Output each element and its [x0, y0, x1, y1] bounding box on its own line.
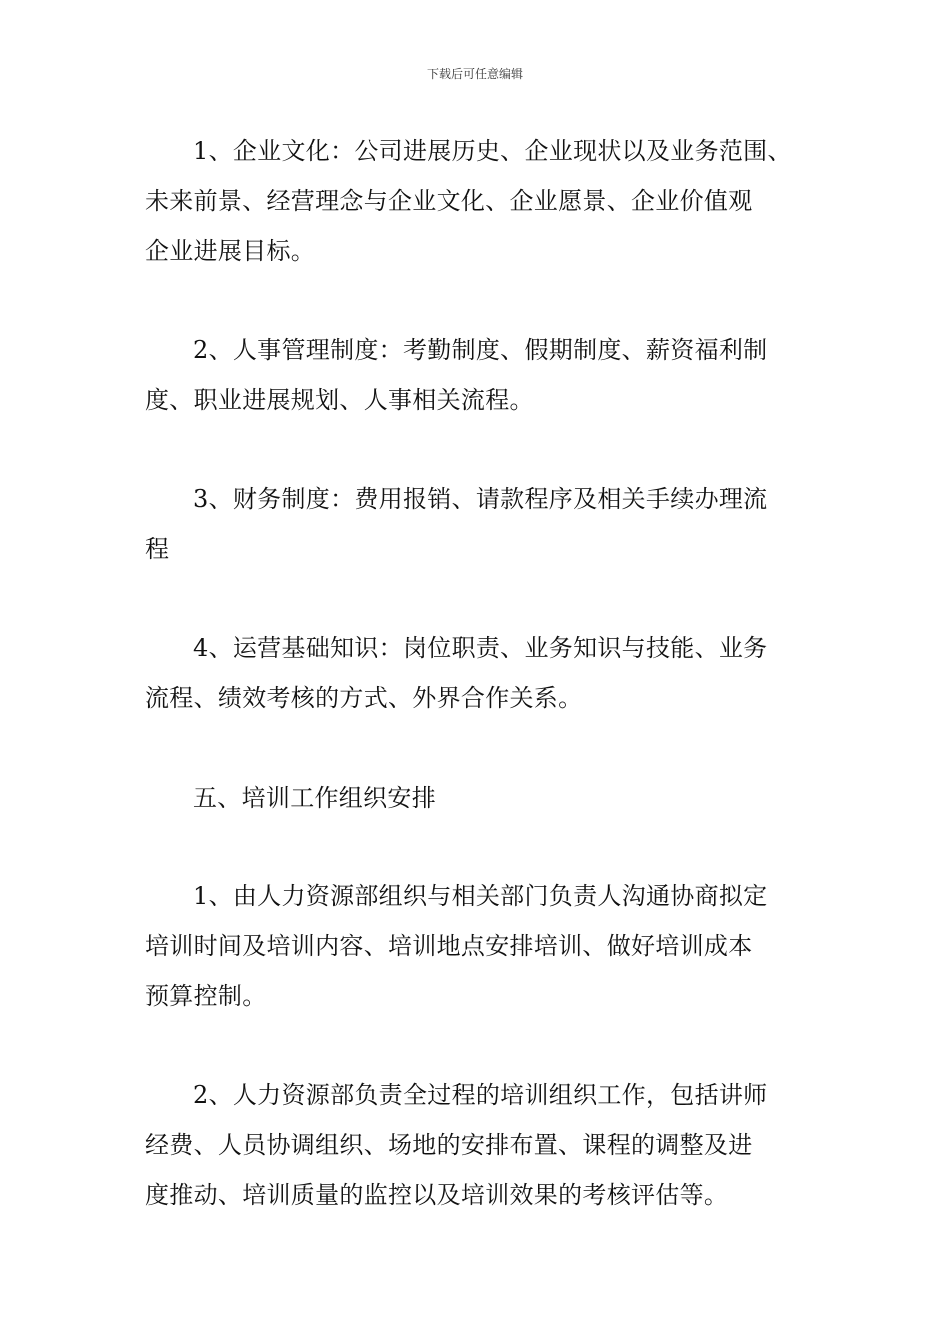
section-heading-text: 五、培训工作组织安排 [193, 784, 436, 812]
paragraph-hr-policy [145, 325, 807, 425]
paragraph-line: 企业进展目标。 [145, 237, 316, 265]
paragraph-line: 经费、人员协调组织、场地的安排布置、课程的调整及进 [145, 1131, 753, 1159]
paragraph-operations-basics [145, 623, 807, 723]
paragraph-line: 未来前景、经营理念与企业文化、企业愿景、企业价值观 [145, 187, 753, 215]
paragraph-line: 流程、绩效考核的方式、外界合作关系。 [145, 684, 583, 712]
paragraph-line: 2、人力资源部负责全过程的培训组织工作，包括讲师 [193, 1081, 768, 1109]
paragraph-line: 3、财务制度：费用报销、请款程序及相关手续办理流 [193, 485, 768, 513]
paragraph-arrangement-1 [145, 871, 807, 1021]
section-heading [145, 773, 807, 823]
paragraph-line: 预算控制。 [145, 982, 267, 1010]
paragraph-line: 2、人事管理制度：考勤制度、假期制度、薪资福利制 [193, 336, 768, 364]
paragraph-arrangement-2 [145, 1070, 807, 1220]
paragraph-line: 程 [145, 535, 170, 563]
paragraph-line: 4、运营基础知识：岗位职责、业务知识与技能、业务 [193, 634, 768, 662]
paragraph-corporate-culture [145, 126, 807, 276]
paragraph-line: 度推动、培训质量的监控以及培训效果的考核评估等。 [145, 1181, 729, 1209]
page-header: 下载后可任意编辑 [426, 67, 523, 81]
paragraph-line: 培训时间及培训内容、培训地点安排培训、做好培训成本 [145, 932, 753, 960]
paragraph-line: 度、职业进展规划、人事相关流程。 [145, 386, 534, 414]
paragraph-finance-policy [145, 474, 807, 574]
paragraph-line: 1、企业文化：公司进展历史、企业现状以及业务范围、 [193, 137, 792, 165]
paragraph-line: 1、由人力资源部组织与相关部门负责人沟通协商拟定 [193, 882, 768, 910]
